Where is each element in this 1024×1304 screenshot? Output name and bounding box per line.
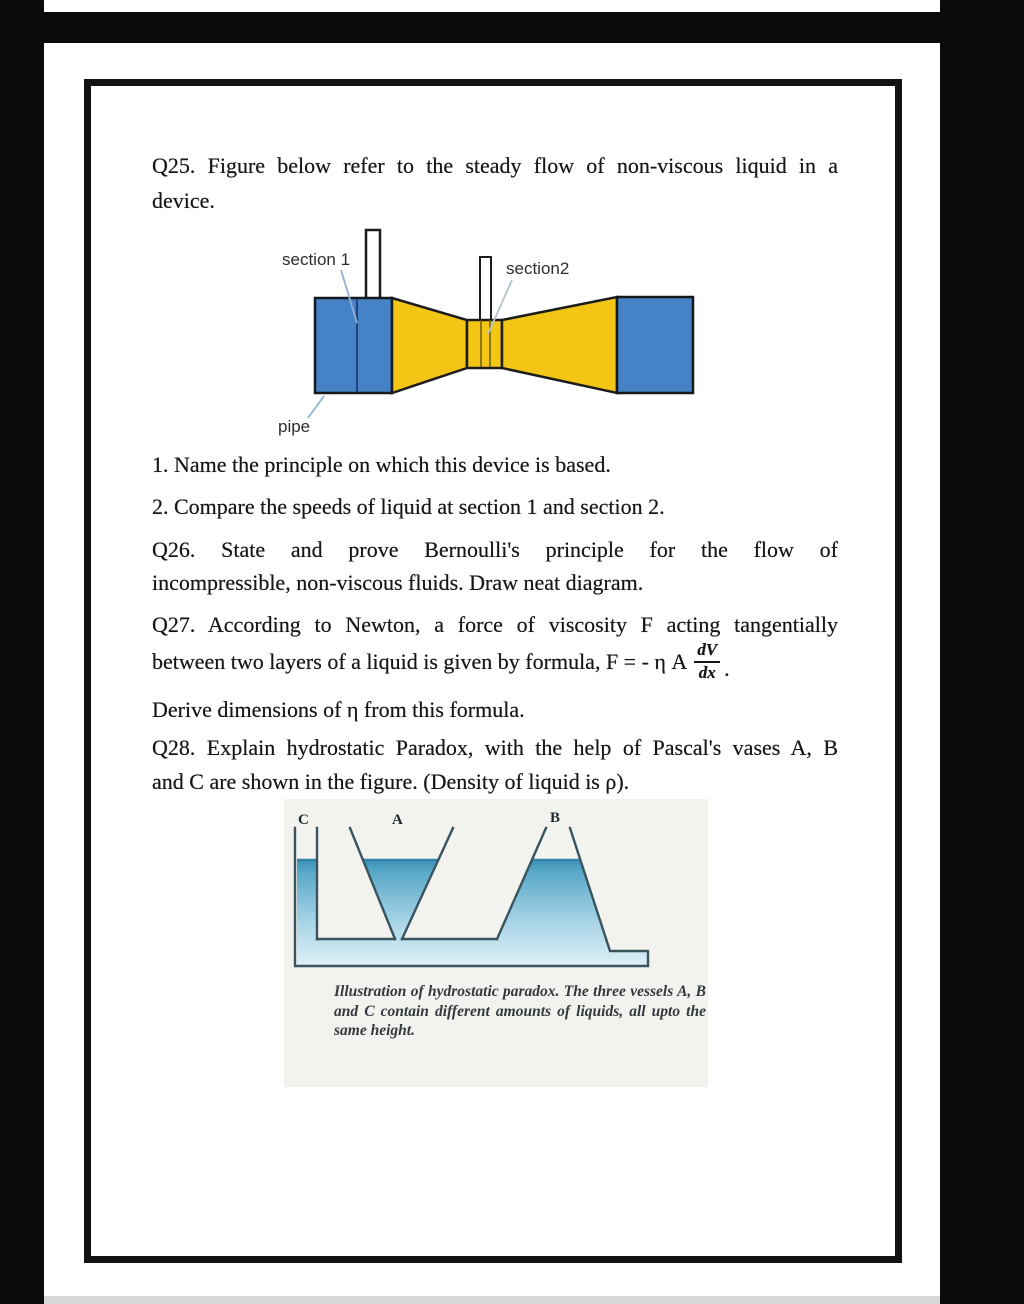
- pipe-diverging-section: [502, 297, 617, 393]
- q27-formula-text: between two layers of a liquid is given by formula, F = - η A: [152, 648, 688, 674]
- page-border-frame: [84, 79, 902, 1263]
- q27-line2: [152, 641, 838, 682]
- pascal-vases-figure: [283, 802, 663, 977]
- fraction-denominator: dx: [698, 662, 716, 682]
- scan-black-bar-right: [940, 0, 1024, 1304]
- dv-dx-fraction: [694, 641, 720, 682]
- q27-formula-period: .: [724, 656, 730, 682]
- q27-line1: Q27. According to Newton, a force of viscosity F acting tangentially: [152, 612, 838, 637]
- pipe-leader-line: [308, 396, 324, 418]
- q26-line1: Q26. State and prove Bernoulli's principle for the flow of: [152, 537, 838, 562]
- figure-caption: Illustration of hydrostatic paradox. The three vessels A, B and C contain different amounts of liquids, all upto the same height.: [334, 983, 706, 1039]
- fraction-numerator: dV: [694, 641, 720, 663]
- q25-line2: device.: [152, 188, 215, 213]
- water-fill: [297, 860, 647, 965]
- scan-black-bar-left: [0, 0, 44, 1304]
- q28-line2: and C are shown in the figure. (Density of liquid is ρ).: [152, 769, 630, 794]
- q25-line1: Q25. Figure below refer to the steady flow of non-viscous liquid in a: [152, 153, 838, 178]
- list-item-2: 2. Compare the speeds of liquid at section 1 and section 2.: [152, 494, 665, 519]
- venturi-tube-figure: [266, 224, 710, 440]
- pipe-converging-section: [392, 298, 467, 393]
- scan-gray-strip-bottom: [44, 1296, 940, 1304]
- q26-line2: incompressible, non-viscous fluids. Draw neat diagram.: [152, 570, 644, 595]
- vessel-b-label: B: [550, 810, 561, 826]
- pipe-right-section: [617, 297, 693, 393]
- scan-black-bar-top: [43, 12, 940, 43]
- q28-line1: Q28. Explain hydrostatic Paradox, with the help of Pascal's vases A, B: [152, 735, 838, 760]
- q27-line3: Derive dimensions of η from this formula.: [152, 697, 525, 722]
- section2-label: section2: [506, 259, 570, 278]
- pipe-throat: [467, 320, 502, 368]
- list-item-1: 1. Name the principle on which this device is based.: [152, 452, 611, 477]
- pressure-tube-2: [480, 257, 491, 320]
- pressure-tube-1: [366, 230, 380, 300]
- section1-label: section 1: [282, 250, 351, 269]
- vessel-c-label: C: [298, 812, 309, 828]
- vessel-a-label: A: [392, 812, 403, 828]
- pipe-label: pipe: [278, 417, 311, 436]
